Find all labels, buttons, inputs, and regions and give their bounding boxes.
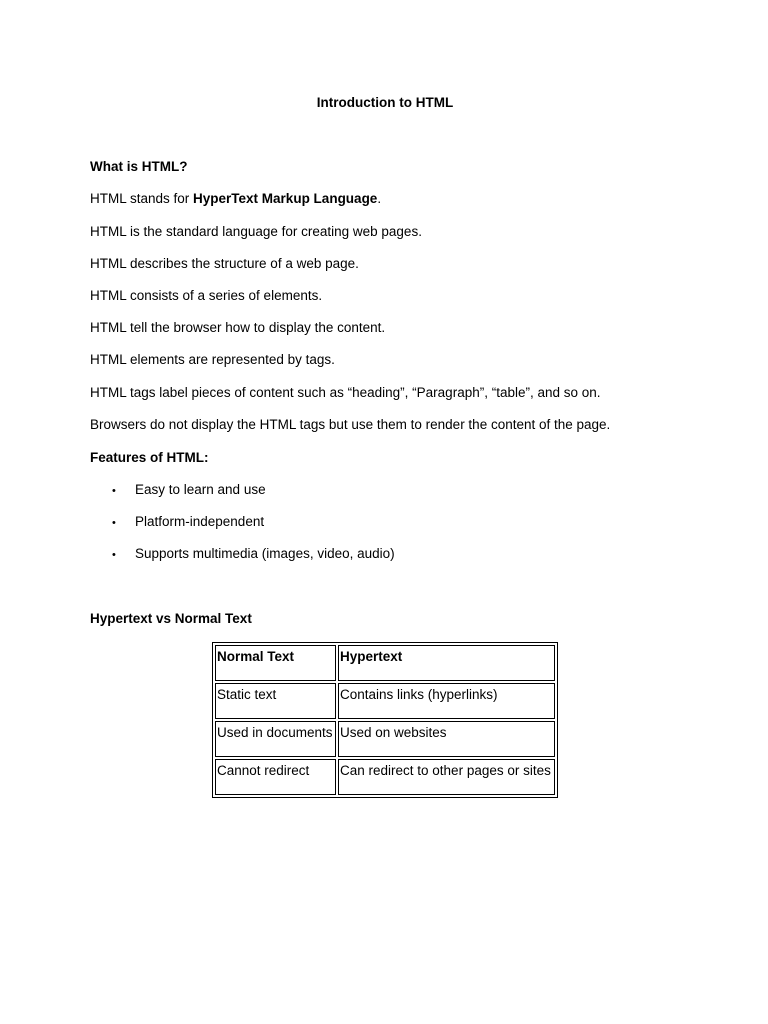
bullet-list-item: [112, 545, 395, 564]
paragraph-line: HTML elements are represented by tags.: [90, 352, 335, 367]
table-cell: Used in documents: [215, 721, 336, 757]
comparison-table: [212, 642, 558, 798]
paragraph-line: HTML describes the structure of a web page.: [90, 256, 359, 271]
table-header-cell: Normal Text: [215, 645, 336, 681]
section-heading-hypertext-vs-normal: Hypertext vs Normal Text: [90, 611, 252, 626]
table-row: [215, 721, 555, 757]
table-row: [215, 759, 555, 795]
text-suffix: .: [377, 191, 382, 206]
bullet-icon: •: [112, 549, 116, 561]
bullet-text: Easy to learn and use: [135, 482, 266, 497]
bullet-icon: •: [112, 485, 116, 497]
table-cell: Can redirect to other pages or sites: [338, 759, 555, 795]
bullet-list-item: [112, 513, 264, 532]
document-title: Introduction to HTML: [316, 95, 454, 110]
bullet-text: Supports multimedia (images, video, audio): [135, 546, 395, 561]
bullet-text: Platform-independent: [135, 514, 265, 529]
paragraph-line: HTML tell the browser how to display the content.: [90, 320, 386, 335]
paragraph-line: Browsers do not display the HTML tags but use them to render the content of the page.: [90, 417, 611, 432]
text-bold-term: HyperText Markup Language: [193, 191, 378, 206]
table-header-row: [215, 645, 555, 681]
table-cell: Static text: [215, 683, 336, 719]
table-cell: Contains links (hyperlinks): [338, 683, 555, 719]
table-header-cell: Hypertext: [338, 645, 555, 681]
paragraph-html-stands-for: [90, 190, 381, 208]
table-cell: Used on websites: [338, 721, 555, 757]
table-cell: Cannot redirect: [215, 759, 336, 795]
paragraph-line: HTML tags label pieces of content such as “heading”, “Paragraph”, “table”, and so on.: [90, 385, 601, 400]
bullet-list-item: [112, 481, 266, 500]
section-heading-features: Features of HTML:: [90, 450, 209, 465]
section-heading-what-is-html: What is HTML?: [90, 159, 188, 174]
paragraph-line: HTML is the standard language for creating web pages.: [90, 224, 422, 239]
table-row: [215, 683, 555, 719]
paragraph-line: HTML consists of a series of elements.: [90, 288, 323, 303]
text-prefix: HTML stands for: [90, 191, 194, 206]
bullet-icon: •: [112, 517, 116, 529]
